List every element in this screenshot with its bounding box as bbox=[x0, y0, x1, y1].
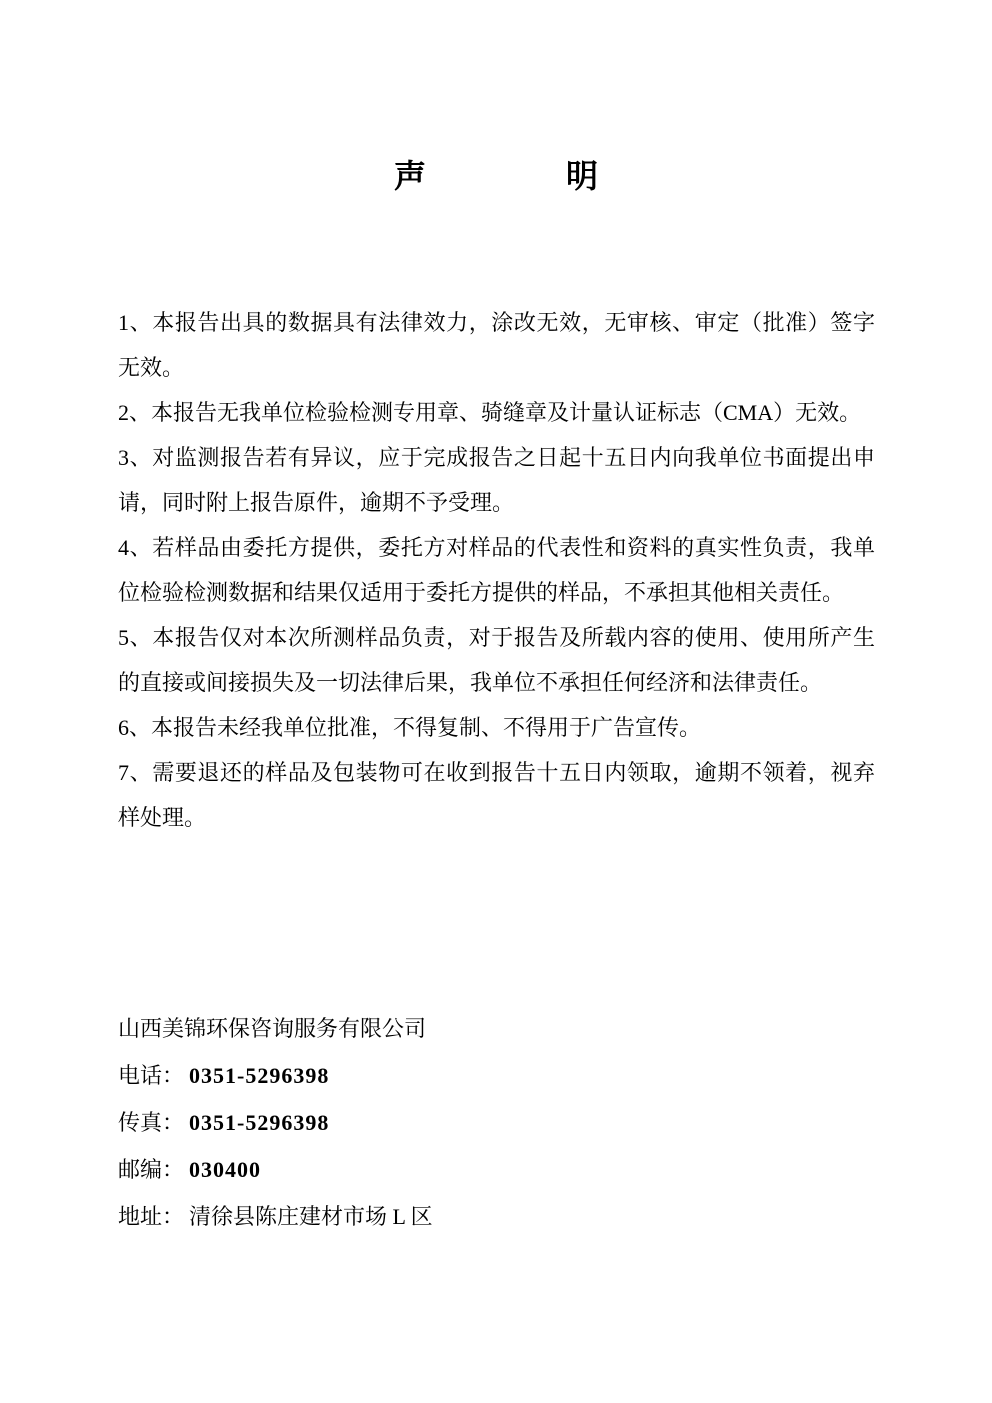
company-name-line bbox=[118, 1005, 433, 1052]
page-title bbox=[0, 158, 992, 194]
postcode-label: 邮编： bbox=[118, 1157, 185, 1182]
postcode-value: 030400 bbox=[189, 1157, 262, 1182]
address-value: 清徐县陈庄建材市场 L 区 bbox=[189, 1204, 433, 1229]
phone-label: 电话： bbox=[118, 1063, 185, 1088]
title-char-ming: 明 bbox=[566, 158, 599, 194]
company-name: 山西美锦环保咨询服务有限公司 bbox=[118, 1016, 427, 1041]
statement-4: 4、若样品由委托方提供，委托方对样品的代表性和资料的真实性负责，我单位检验检测数据和结果仅适用于委托方提供的样品，不承担其他相关责任。 bbox=[118, 535, 875, 605]
fax-value: 0351-5296398 bbox=[189, 1110, 330, 1135]
fax-line bbox=[118, 1099, 433, 1146]
phone-value: 0351-5296398 bbox=[189, 1063, 330, 1088]
phone-line bbox=[118, 1052, 433, 1099]
address-label: 地址： bbox=[118, 1204, 185, 1229]
statement-3: 3、对监测报告若有异议，应于完成报告之日起十五日内向我单位书面提出申请，同时附上报告原件，逾期不予受理。 bbox=[118, 445, 875, 515]
contact-block bbox=[118, 1005, 433, 1240]
statement-5: 5、本报告仅对本次所测样品负责，对于报告及所载内容的使用、使用所产生的直接或间接损失及一切法律后果，我单位不承担任何经济和法律责任。 bbox=[118, 625, 875, 695]
statement-1: 1、本报告出具的数据具有法律效力，涂改无效，无审核、审定（批准）签字无效。 bbox=[118, 310, 875, 380]
statement-6: 6、本报告未经我单位批准，不得复制、不得用于广告宣传。 bbox=[118, 715, 702, 740]
title-char-sheng: 声 bbox=[393, 158, 426, 194]
address-line bbox=[118, 1193, 433, 1240]
statement-2: 2、本报告无我单位检验检测专用章、骑缝章及计量认证标志（CMA）无效。 bbox=[118, 400, 862, 425]
fax-label: 传真： bbox=[118, 1110, 185, 1135]
statement-7: 7、需要退还的样品及包装物可在收到报告十五日内领取，逾期不领着，视弃样处理。 bbox=[118, 760, 875, 830]
statements-list bbox=[118, 300, 875, 840]
postcode-line bbox=[118, 1146, 433, 1193]
